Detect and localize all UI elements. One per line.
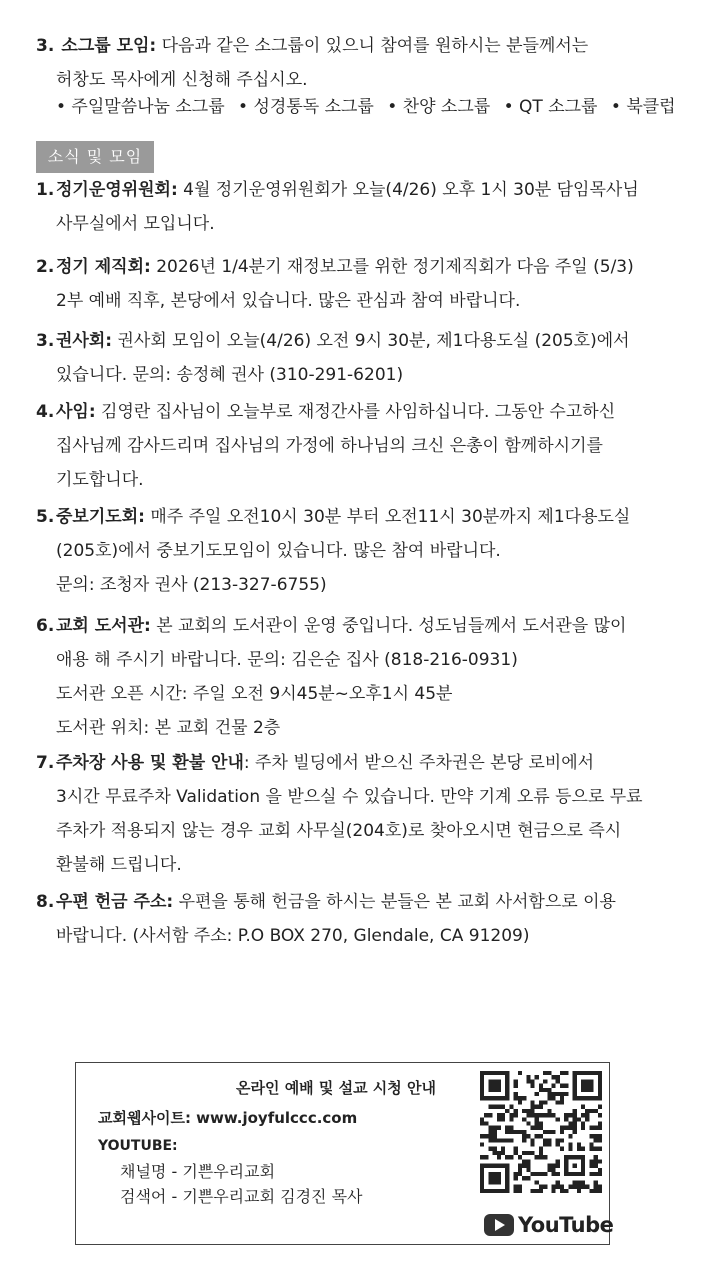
item-title: 중보기도회: [56, 507, 145, 527]
news-item [36, 250, 684, 318]
item-number: 6. [36, 616, 55, 636]
item-text: 도서관 위치: 본 교회 건물 2층 [56, 718, 281, 738]
item-text: 기도합니다. [56, 470, 144, 490]
youtube-logo-text: YouTube [518, 1213, 614, 1237]
news-item [36, 395, 684, 497]
item-text: : 주차 빌딩에서 받으신 주차권은 본당 로비에서 [243, 753, 595, 773]
section-header: 소식 및 모임 [36, 141, 154, 173]
item-text: 애용 해 주시기 바랍니다. 문의: 김은순 집사 (818-216-0931) [56, 650, 518, 670]
item-text: 4월 정기운영위원회가 오늘(4/26) 오후 1시 30분 담임목사님 [177, 180, 639, 200]
news-item [36, 173, 684, 241]
item-title: 정기 제직회: [56, 257, 151, 277]
item-number: 7. [36, 753, 55, 773]
small-group-item: • 성경통독 소그룹 [238, 97, 374, 117]
youtube-logo[interactable] [484, 1213, 613, 1237]
news-item [36, 746, 684, 882]
item-text: 집사님께 감사드리며 집사님의 가정에 하나님의 크신 은총이 함께하시기를 [56, 436, 603, 456]
item-text: 있습니다. 문의: 송정혜 권사 (310-291-6201) [56, 365, 404, 385]
item-number: 8. [36, 892, 55, 912]
item-text: 권사회 모임이 오늘(4/26) 오전 9시 30분, 제1다용도실 (205호)에서 [112, 331, 630, 351]
online-info-title: 온라인 예배 및 설교 시청 안내 [236, 1079, 436, 1097]
small-group-item: • QT 소그룹 [503, 97, 598, 117]
small-groups-item [36, 29, 684, 97]
item-text: 사무실에서 모입니다. [56, 214, 215, 234]
youtube-label: YOUTUBE: [98, 1138, 178, 1154]
item-text: 주차가 적용되지 않는 경우 교회 사무실(204호)로 찾아오시면 현금으로 즉시 [56, 821, 622, 841]
youtube-search: 검색어 - 기쁜우리교회 김경진 목사 [120, 1187, 363, 1206]
item-text: 본 교회의 도서관이 운영 중입니다. 성도님들께서 도서관을 많이 [150, 616, 627, 636]
item-number: 3. [36, 331, 55, 351]
youtube-play-icon [484, 1214, 514, 1236]
item-text: 2026년 1/4분기 재정보고를 위한 정기제직회가 다음 주일 (5/3) [150, 257, 634, 277]
item-text: 문의: 조청자 권사 (213-327-6755) [56, 575, 327, 595]
item-number: 2. [36, 257, 55, 277]
news-item [36, 324, 684, 392]
item-title: 권사회: [56, 331, 113, 351]
item-title: 주차장 사용 및 환불 안내 [56, 753, 244, 773]
small-group-item: • 북클럽 [610, 97, 676, 117]
item-number: 5. [36, 507, 55, 527]
item-title: 정기운영위원회: [56, 180, 178, 200]
item-title: 소그룹 모임: [61, 36, 157, 56]
item-text: 김영란 집사님이 오늘부로 재정간사를 사임하십니다. 그동안 수고하신 [95, 402, 616, 422]
website-link[interactable]: 교회웹사이트: www.joyfulccc.com [98, 1109, 358, 1127]
youtube-channel: 채널명 - 기쁜우리교회 [120, 1162, 276, 1181]
news-item [36, 609, 684, 745]
item-text: 바랍니다. (사서함 주소: P.O BOX 270, Glendale, CA 91209) [56, 926, 530, 946]
item-text: 허창도 목사에게 신청해 주십시오. [56, 70, 308, 90]
item-text: 우편을 통해 헌금을 하시는 분들은 본 교회 사서함으로 이용 [173, 892, 616, 912]
item-text: (205호)에서 중보기도모임이 있습니다. 많은 참여 바랍니다. [56, 541, 501, 561]
item-text: 3시간 무료주차 Validation 을 받으실 수 있습니다. 만약 기계 오류 등으로 무료 [56, 787, 643, 807]
item-text: 환불해 드립니다. [56, 855, 182, 875]
item-text: 매주 주일 오전10시 30분 부터 오전11시 30분까지 제1다용도실 [144, 507, 631, 527]
item-number: 1. [36, 180, 55, 200]
news-item [36, 500, 684, 602]
qr-code-icon[interactable] [480, 1071, 602, 1193]
news-item [36, 885, 684, 953]
item-text: 도서관 오픈 시간: 주일 오전 9시45분~오후1시 45분 [56, 684, 453, 704]
item-title: 교회 도서관: [56, 616, 151, 636]
item-number: 4. [36, 402, 55, 422]
item-text: 다음과 같은 소그룹이 있으니 참여를 원하시는 분들께서는 [156, 36, 589, 56]
item-text: 2부 예배 직후, 본당에서 있습니다. 많은 관심과 참여 바랍니다. [56, 291, 521, 311]
item-title: 사임: [56, 402, 96, 422]
item-number: 3. [36, 36, 55, 56]
item-title: 우편 헌금 주소: [56, 892, 174, 912]
small-group-list [56, 92, 684, 117]
small-group-item: • 주일말씀나눔 소그룹 [56, 97, 225, 117]
small-group-item: • 찬양 소그룹 [387, 97, 491, 117]
online-info-box [75, 1062, 614, 1245]
